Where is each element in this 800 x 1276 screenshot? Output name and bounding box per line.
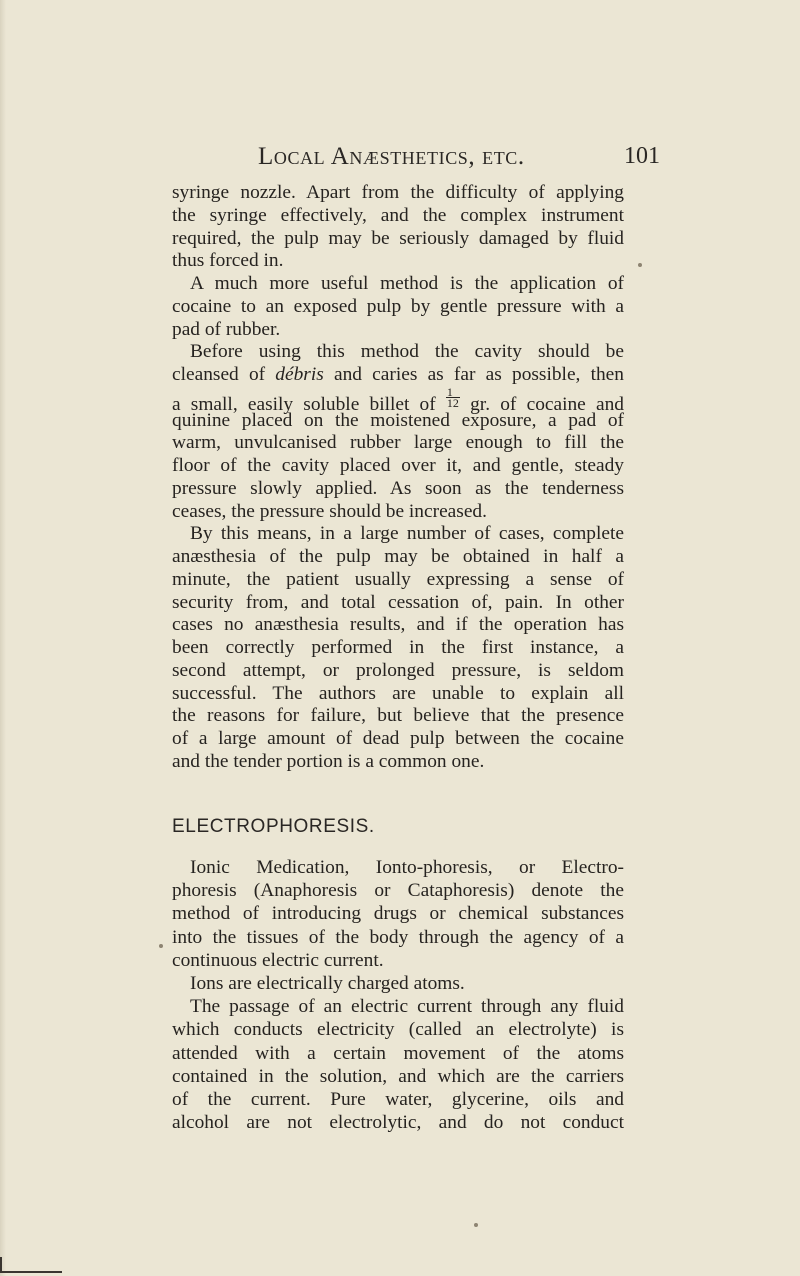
text-line: minute, the patient usually expressing a sense of [172, 568, 624, 590]
text-line: into the tissues of the body through the agency of a [172, 926, 624, 948]
text-line: ceases, the pressure should be increased. [172, 500, 487, 522]
text-line: Ionic Medication, Ionto-phoresis, or Electro- [190, 857, 624, 878]
text-line: alcohol are not electrolytic, and do not conduct [172, 1112, 624, 1134]
text-line: attended with a certain movement of the atoms [172, 1042, 624, 1064]
text-line [172, 384, 624, 415]
text-line: been correctly performed in the first instance, a [172, 637, 624, 658]
text-line: security from, and total cessation of, pain. In other [172, 591, 624, 613]
text-line: which conducts electricity (called an electrolyte) is [172, 1019, 624, 1041]
text-segment: a small, easily soluble billet of [172, 393, 446, 415]
text-line: The passage of an electric current through any fluid [190, 996, 624, 1018]
page-number: 101 [624, 143, 660, 169]
text-line: By this means, in a large number of cases, complete [190, 523, 624, 545]
text-line: pressure slowly applied. As soon as the tenderness [172, 477, 624, 499]
print-speck [159, 944, 163, 948]
text-line: Ions are electrically charged atoms. [190, 972, 465, 994]
fraction-numerator: 1 [446, 387, 460, 398]
text-segment: gr. of cocaine and [459, 393, 624, 415]
section-heading: ELECTROPHORESIS. [172, 816, 375, 837]
text-line: the reasons for failure, but believe that the presence [172, 705, 624, 727]
text-line: required, the pulp may be seriously damaged by fluid [172, 227, 624, 249]
text-line: quinine placed on the moistened exposure, a pad of [172, 409, 624, 431]
print-speck [638, 263, 642, 267]
text-line: warm, unvulcanised rubber large enough to fill the [172, 432, 624, 454]
italic-term: débris [275, 364, 324, 385]
binding-edge-mark [0, 1257, 62, 1273]
fraction-denominator: 12 [446, 395, 459, 410]
text-line: Before using this method the cavity should be [190, 341, 624, 363]
text-line: pad of rubber. [172, 318, 281, 340]
text-line: cocaine to an exposed pulp by gentle pressure with a [172, 295, 624, 317]
text-segment: cleansed of [172, 364, 276, 385]
text-line: second attempt, or prolonged pressure, is seldom [172, 659, 624, 681]
text-line: and the tender portion is a common one. [172, 750, 485, 772]
text-line: floor of the cavity placed over it, and gentle, steady [172, 455, 624, 476]
page-edge-shadow [0, 0, 6, 1276]
text-line: method of introducing drugs or chemical substances [172, 903, 624, 925]
text-line: syringe nozzle. Apart from the difficulty of applying [172, 182, 624, 203]
text-line: of the current. Pure water, glycerine, oils and [172, 1088, 624, 1110]
text-line: continuous electric current. [172, 949, 384, 971]
running-title: Local Anæsthetics, etc. [258, 143, 525, 170]
text-segment: and caries as far as possible, then [323, 364, 624, 385]
text-line: the syringe effectively, and the complex instrument [172, 204, 624, 226]
fraction [446, 384, 460, 410]
body-text-top [172, 182, 624, 774]
text-line: A much more useful method is the application of [190, 273, 624, 294]
text-line: anæsthesia of the pulp may be obtained in half a [172, 546, 624, 567]
text-line: thus forced in. [172, 250, 284, 272]
text-line: successful. The authors are unable to explain all [172, 682, 624, 704]
body-text-bottom [172, 856, 624, 1134]
running-head [0, 143, 800, 179]
print-speck [474, 1223, 478, 1227]
text-line: cases no anæsthesia results, and if the operation has [172, 614, 624, 636]
text-line: phoresis (Anaphoresis or Cataphoresis) denote the [172, 880, 624, 902]
text-line: of a large amount of dead pulp between the cocaine [172, 728, 624, 749]
text-line [172, 364, 624, 387]
text-line: contained in the solution, and which are the carriers [172, 1065, 624, 1087]
